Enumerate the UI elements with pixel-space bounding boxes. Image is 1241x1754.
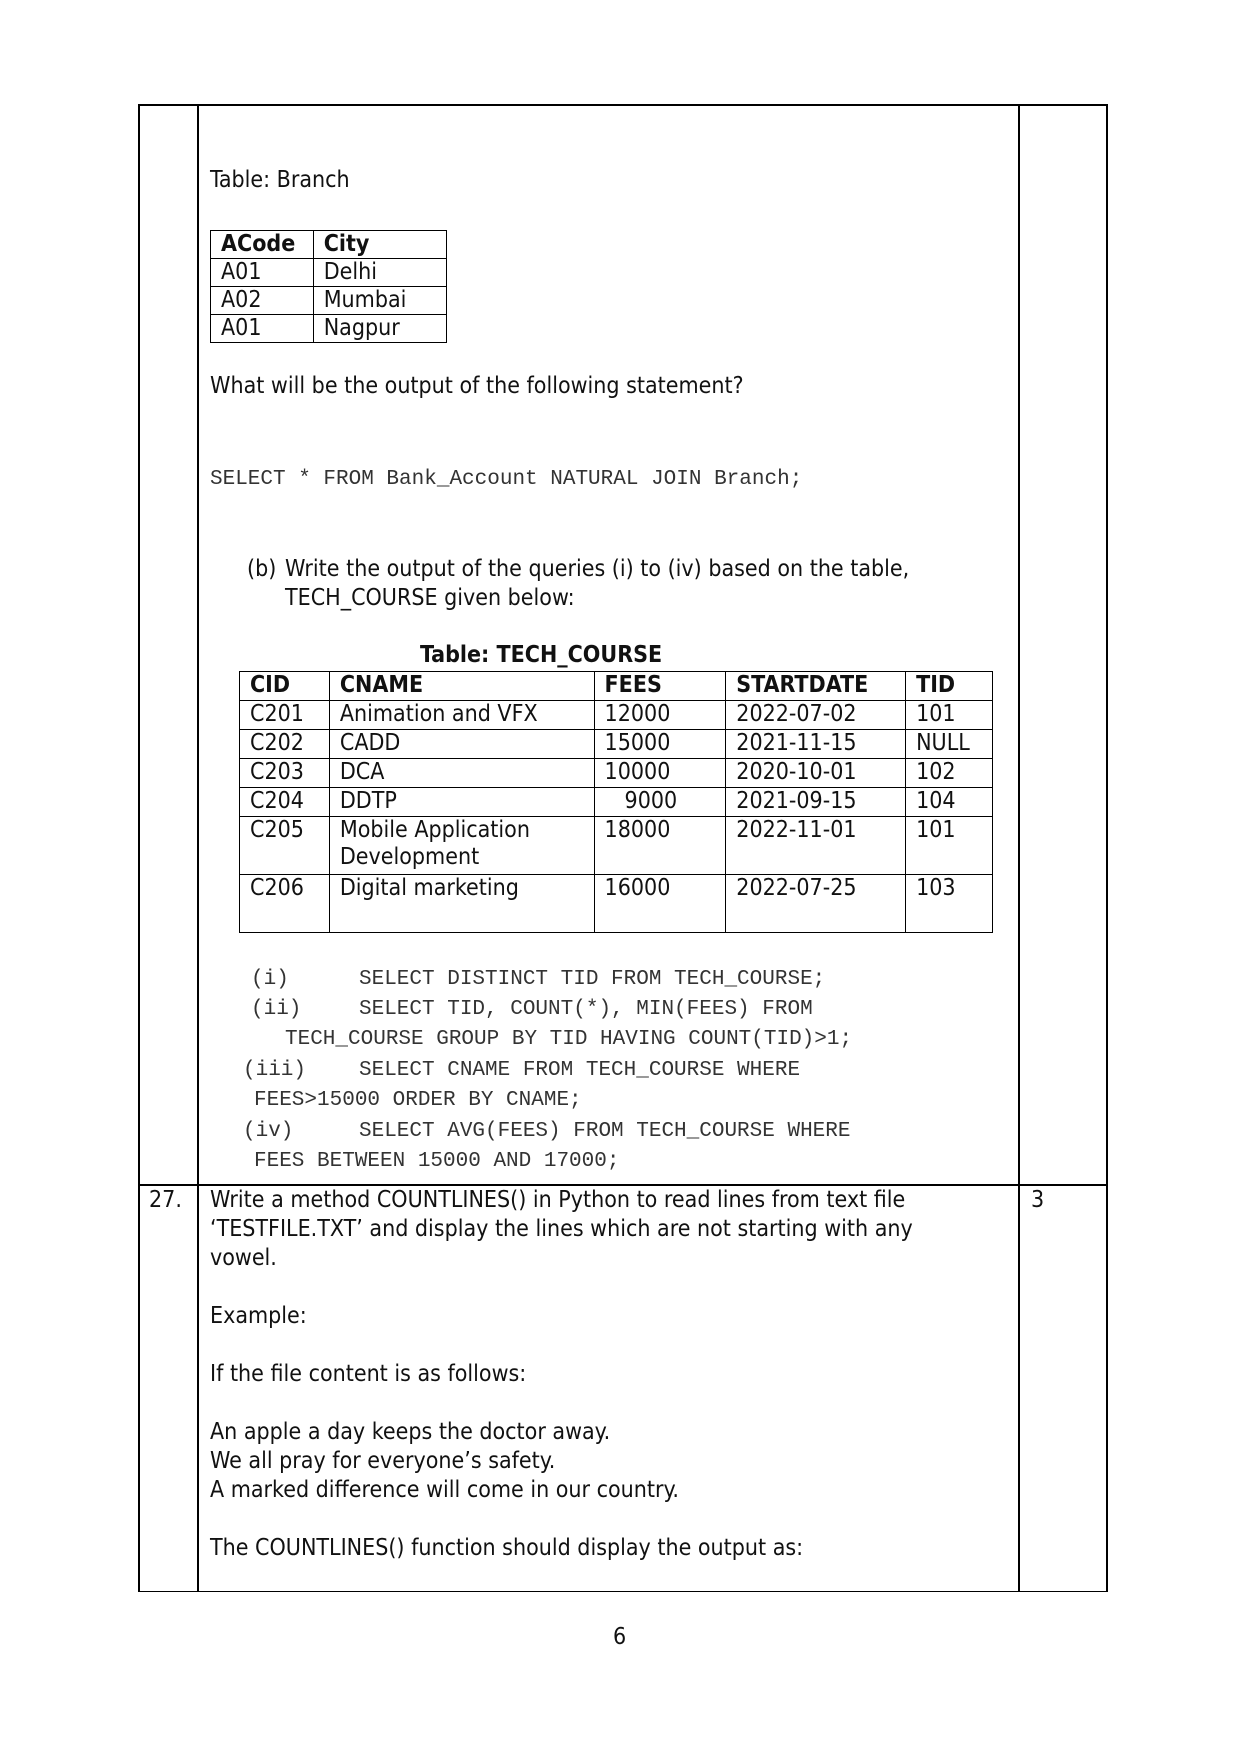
file-line-2: We all pray for everyone’s safety.	[210, 1448, 556, 1474]
cell-startdate: 2022-11-01	[726, 817, 906, 875]
cell-cname: Mobile Application Development	[329, 817, 594, 875]
cell-cname: DCA	[329, 759, 594, 788]
cell-startdate: 2021-09-15	[726, 788, 906, 817]
part-b-line2: TECH_COURSE given below:	[285, 585, 575, 611]
cell-acode: A01	[211, 315, 314, 343]
table-row	[240, 730, 993, 759]
header-cid: CID	[240, 672, 330, 701]
query-ii-line2: TECH_COURSE GROUP BY TID HAVING COUNT(TID)>1;	[285, 1028, 853, 1051]
example-label: Example:	[210, 1303, 307, 1329]
cell-tid: 103	[906, 875, 993, 933]
cell-city: Mumbai	[313, 287, 446, 315]
cell-acode: A02	[211, 287, 314, 315]
header-acode: ACode	[211, 231, 314, 259]
query-iv-line2: FEES BETWEEN 15000 AND 17000;	[254, 1150, 620, 1173]
qno-column-divider	[197, 104, 199, 1592]
cell-city: Delhi	[313, 259, 446, 287]
cell-tid: 102	[906, 759, 993, 788]
branch-table	[210, 230, 447, 343]
cell-tid: 101	[906, 701, 993, 730]
marks-value: 3	[1031, 1187, 1045, 1213]
cell-cname: Animation and VFX	[329, 701, 594, 730]
cell-cid: C203	[240, 759, 330, 788]
cell-tid: 101	[906, 817, 993, 875]
tech-course-table-caption: Table: TECH_COURSE	[420, 642, 663, 668]
cell-fees: 15000	[594, 730, 726, 759]
cell-cid: C205	[240, 817, 330, 875]
q27-line2: ‘TESTFILE.TXT’ and display the lines which are not starting with any	[210, 1216, 913, 1242]
part-b-label: (b)	[247, 556, 277, 582]
query-ii-line1: SELECT TID, COUNT(*), MIN(FEES) FROM	[359, 998, 813, 1021]
cell-cid: C202	[240, 730, 330, 759]
cell-city: Nagpur	[313, 315, 446, 343]
q27-line3: vowel.	[210, 1245, 277, 1271]
cell-cid: C204	[240, 788, 330, 817]
marks-column-divider	[1018, 104, 1020, 1592]
file-line-1: An apple a day keeps the doctor away.	[210, 1419, 611, 1445]
cell-tid: 104	[906, 788, 993, 817]
table-row	[240, 875, 993, 933]
tech-course-table	[239, 671, 993, 933]
cell-cname: DDTP	[329, 788, 594, 817]
cell-startdate: 2022-07-25	[726, 875, 906, 933]
cell-tid: NULL	[906, 730, 993, 759]
cell-fees: 12000	[594, 701, 726, 730]
output-intro: The COUNTLINES() function should display the output as:	[210, 1535, 804, 1561]
cell-fees: 16000	[594, 875, 726, 933]
header-cname: CNAME	[329, 672, 594, 701]
file-line-3: A marked difference will come in our country.	[210, 1477, 680, 1503]
table-row	[240, 759, 993, 788]
part-b-line1: Write the output of the queries (i) to (iv) based on the table,	[285, 556, 910, 582]
table-row	[211, 315, 447, 343]
query-iii-label: (iii)	[243, 1059, 307, 1082]
cell-acode: A01	[211, 259, 314, 287]
header-startdate: STARTDATE	[726, 672, 906, 701]
table-header-row	[211, 231, 447, 259]
branch-table-caption: Table: Branch	[210, 167, 350, 193]
table-row	[240, 701, 993, 730]
cell-cname: CADD	[329, 730, 594, 759]
cell-cid: C206	[240, 875, 330, 933]
table-row	[211, 259, 447, 287]
cell-fees: 10000	[594, 759, 726, 788]
header-tid: TID	[906, 672, 993, 701]
query-i-label: (i)	[251, 968, 289, 991]
query-iii-line2: FEES>15000 ORDER BY CNAME;	[254, 1089, 582, 1112]
page-number: 6	[613, 1624, 627, 1650]
cell-fees: 9000	[594, 788, 726, 817]
query-ii-label: (ii)	[251, 998, 302, 1021]
table-header-row	[240, 672, 993, 701]
query-i-line1: SELECT DISTINCT TID FROM TECH_COURSE;	[359, 968, 826, 991]
q27-line1: Write a method COUNTLINES() in Python to read lines from text file	[210, 1187, 906, 1213]
query-iii-line1: SELECT CNAME FROM TECH_COURSE WHERE	[359, 1059, 801, 1082]
query-iv-line1: SELECT AVG(FEES) FROM TECH_COURSE WHERE	[359, 1120, 851, 1143]
table-row	[240, 788, 993, 817]
header-fees: FEES	[594, 672, 726, 701]
cell-cid: C201	[240, 701, 330, 730]
question-number: 27.	[149, 1187, 182, 1213]
cell-startdate: 2020-10-01	[726, 759, 906, 788]
cell-cname: Digital marketing	[329, 875, 594, 933]
cell-startdate: 2021-11-15	[726, 730, 906, 759]
header-city: City	[313, 231, 446, 259]
question-a-text: What will be the output of the following statement?	[210, 373, 744, 399]
query-iv-label: (iv)	[243, 1120, 294, 1143]
cell-fees: 18000	[594, 817, 726, 875]
cell-startdate: 2022-07-02	[726, 701, 906, 730]
table-row	[211, 287, 447, 315]
table-row	[240, 817, 993, 875]
sql-natural-join: SELECT * FROM Bank_Account NATURAL JOIN Branch;	[210, 468, 803, 491]
file-content-intro: If the file content is as follows:	[210, 1361, 527, 1387]
